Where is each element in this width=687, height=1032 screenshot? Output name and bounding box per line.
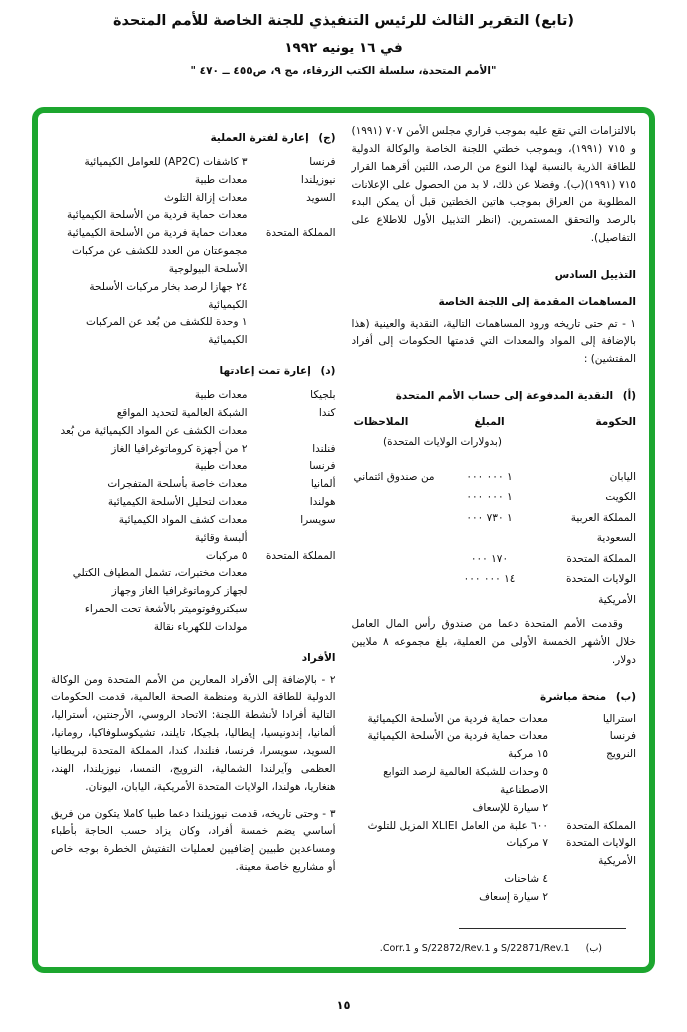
table-row: اليابان ١ ٠٠٠ ٠٠٠ من صندوق ائتماني [353, 470, 636, 483]
list-item: بلجيكا معدات طبية [194, 388, 336, 401]
document-source: "الأمم المتحدة، سلسلة الكتب الزرقاء، مج ٩، ص٤٥٥ ــ ٤٧٠ " [190, 65, 497, 77]
list-item: ٥ وحدات للشبكة العالمية لرصد التوابع الاصطناعية [383, 766, 548, 796]
list-item: فرنسا معدات حماية فردية من الأسلحة الكيميائية [367, 730, 636, 743]
list-item: النرويج ١٥ مركبة [508, 748, 636, 761]
list-item: ألبسة وقائية [194, 531, 248, 544]
list-item: نيوزيلندا معدات طبية [194, 173, 336, 186]
list-item: كندا الشبكة العالمية لتحديد المواقع [116, 406, 336, 419]
section-d-label: (د) [320, 365, 336, 378]
document-date: في ١٦ يونيه ١٩٩٢ [284, 40, 403, 56]
contributions-heading: المساهمات المقدمة إلى اللجنة الخاصة [438, 295, 636, 308]
list-item: ٢ سيارة إسعاف [479, 891, 548, 903]
table-currency-row [352, 432, 637, 452]
currency-note: (بدولارات الولايات المتحدة) [383, 436, 502, 449]
contributions-table [352, 412, 637, 610]
green-frame [32, 107, 655, 973]
paragraph-3: ٣ - وحتى تاريخه، قدمت نيوزيلندا دعما طبيا كاملا يتكون من فريق أساسي يضم خمسة أفراد، وكان يزاد حسب الحاجة بأطباء ومساعدين طبيين إضافيين لعمليات التفتيش الخطرة بوجه خاص أو مشاريع خاصة معينة. [51, 807, 336, 874]
table-row: الكويت ١ ٠٠٠ ٠٠٠ [466, 491, 636, 504]
footnote-text: S/22871/Rev.1 و S/22872/Rev.1 و Corr.1. [379, 942, 570, 954]
list-item: ١ وحدة للكشف من بُعد عن المركبات الكيميائية [85, 316, 248, 347]
list-item: ٤ شاحنات [504, 873, 548, 886]
section-b-heading [352, 689, 637, 707]
footnote-line [352, 941, 603, 957]
footnote [352, 922, 637, 959]
col-header-notes: الملاحظات [353, 415, 409, 428]
footnote-ref: (ب) [585, 942, 602, 954]
list-item: المملكة المتحدة معدات حماية فردية من الأسلحة الكيميائية [67, 227, 336, 240]
section-d-heading [51, 363, 336, 381]
section-a-label: (أ) [622, 390, 636, 403]
paragraph-1: ١ - تم حتى تاريخه ورود المساهمات التالية، النقدية والعينية (هذا بالإضافة إلى المواد والمعدات التي قدمتها الحكومات إلى أفراد المفتشين) : [351, 317, 636, 366]
footnote-separator [459, 928, 626, 929]
list-item: المملكة المتحدة ٦٠٠ علبة من العامل XLIEI المزيل للتلوث [367, 819, 636, 832]
section-b-title: منحة مباشرة [540, 690, 607, 703]
support-paragraph: وقدمت الأمم المتحدة دعما من صندوق رأس المال العامل خلال الأشهر الخمسة الأولى من العملية، بلغ مجموعه ٨ ملايين دولار. [351, 618, 637, 666]
section-a-title: النقدية المدفوعة إلى حساب الأمم المتحدة [395, 390, 614, 403]
paragraph-2: ٢ - بالإضافة إلى الأفراد المعارين من الأمم المتحدة ومن الوكالة الدولية للطاقة الذرية ومنظمة الصحة العالمية، قدمت الحكومات التالية أفرادا لأنشطة اللجنة: الاتحاد الروسي، الأرجنتين، أستراليا، ألمانيا، إندونيسيا، إيطاليا، بلجيكا، تايلند، تشيكوسلوفاكيا، رومانيا، السويد، سويسرا، فرنسا، فنلندا، كندا، المملكة المتحدة لبريطانيا العظمى وآيرلندا الشمالية، النرويج، النمسا، نيوزيلندا، الهند، هنغاريا، هولندا، الولايات المتحدة الأمريكية، اليابان، اليونان. [51, 673, 336, 793]
section-b-label: (ب) [615, 690, 636, 703]
list-item: معدات الكشف عن المواد الكيميائية من بُعد [60, 424, 248, 437]
list-item: الولايات المتحدة الأمريكية ٧ مركبات [506, 837, 636, 868]
list-item: معدات حماية فردية من الأسلحة الكيميائية [67, 209, 248, 222]
table-row: المملكة المتحدة ١٧٠ ٠٠٠ [470, 552, 636, 565]
section-c-heading [51, 130, 336, 148]
list-item: استراليا معدات حماية فردية من الأسلحة الكيميائية [367, 712, 636, 725]
returned-loans-list [51, 387, 336, 637]
column-left [51, 123, 336, 959]
list-item: مجموعتان من العدد للكشف عن مركبات الأسلحة البيولوجية [71, 245, 248, 275]
loans-list [51, 154, 336, 350]
page-number: ١٥ [336, 998, 351, 1012]
col-header-government: الحكومة [595, 415, 636, 428]
document-title: (تابع) التقرير الثالث للرئيس التنفيذي للجنة الخاصة للأمم المتحدة [112, 13, 575, 29]
list-item: فنلندا ٢ من أجهزة كروماتوغرافيا الغاز [111, 442, 336, 455]
section-d-title: إعارة تمت إعادتها [219, 365, 311, 378]
opening-paragraph: بالالتزامات التي تقع عليه بموجب قراري مجلس الأمن ٧٠٧ (١٩٩١) و ٧١٥ (١٩٩١)، وبموجب خطتي اللجنة الخاصة والوكالة الدولية للطاقة الذرية بالنسبة لهذا النوع من الرصد، اللتين أقرهما القرار ٧١٥ (١٩٩١)(ب). وفضلا عن ذلك، لا بد من الحصول على الإعلانات المطلوبة من العراق بموجب هاتين الخطتين قبل أن يمكن البدء بالرصد والتحقق المستمرين. (انظر التذييل الأول للاطلاع على التفاصيل). [351, 125, 636, 245]
list-item: مولدات للكهرباء نقالة [153, 620, 248, 633]
col-header-amount: المبلغ [474, 415, 505, 428]
list-item: سويسرا معدات كشف المواد الكيميائية [118, 513, 336, 526]
list-item: هولندا معدات لتحليل الأسلحة الكيميائية [107, 496, 336, 509]
two-column-layout [51, 123, 636, 959]
list-item: فرنسا معدات طبية [194, 460, 336, 473]
list-item: ٢٤ جهازا لرصد بخار مركبات الأسلحة الكيميائية [89, 280, 248, 311]
document-header [0, 0, 687, 77]
direct-grants-list [352, 711, 637, 907]
list-item: السويد معدات إزالة التلوث [164, 191, 336, 204]
list-item: فرنسا ٣ كاشفات (AP2C) للعوامل الكيميائية [84, 155, 336, 168]
list-item: ألمانيا معدات خاصة بأسلحة المتفجرات [107, 478, 336, 491]
section-a-heading [352, 388, 637, 406]
list-item: معدات مختبرات، تشمل المطياف الكتلي لجهاز كروماتوغرافيا الغاز وجهاز سبكتروفوتوميتر بالأشعة تحت الحمراء [72, 567, 248, 616]
personnel-heading: الأفراد [301, 651, 336, 664]
table-row: الولايات المتحدة الأمريكية ١٤ ٠٠٠ ٠٠٠ [463, 573, 636, 606]
appendix-heading: التذييل السادس [554, 268, 636, 281]
section-c-title: إعارة لفترة العملية [210, 132, 309, 144]
table-header-row [352, 412, 637, 432]
section-c-label: (ج) [318, 132, 336, 144]
list-item: المملكة المتحدة ٥ مركبات [205, 549, 336, 562]
table-row: المملكة العربية السعودية ١ ٧٣٠ ٠٠٠ [466, 511, 636, 545]
list-item: ٢ سيارة للإسعاف [472, 801, 548, 814]
column-right [352, 123, 637, 959]
